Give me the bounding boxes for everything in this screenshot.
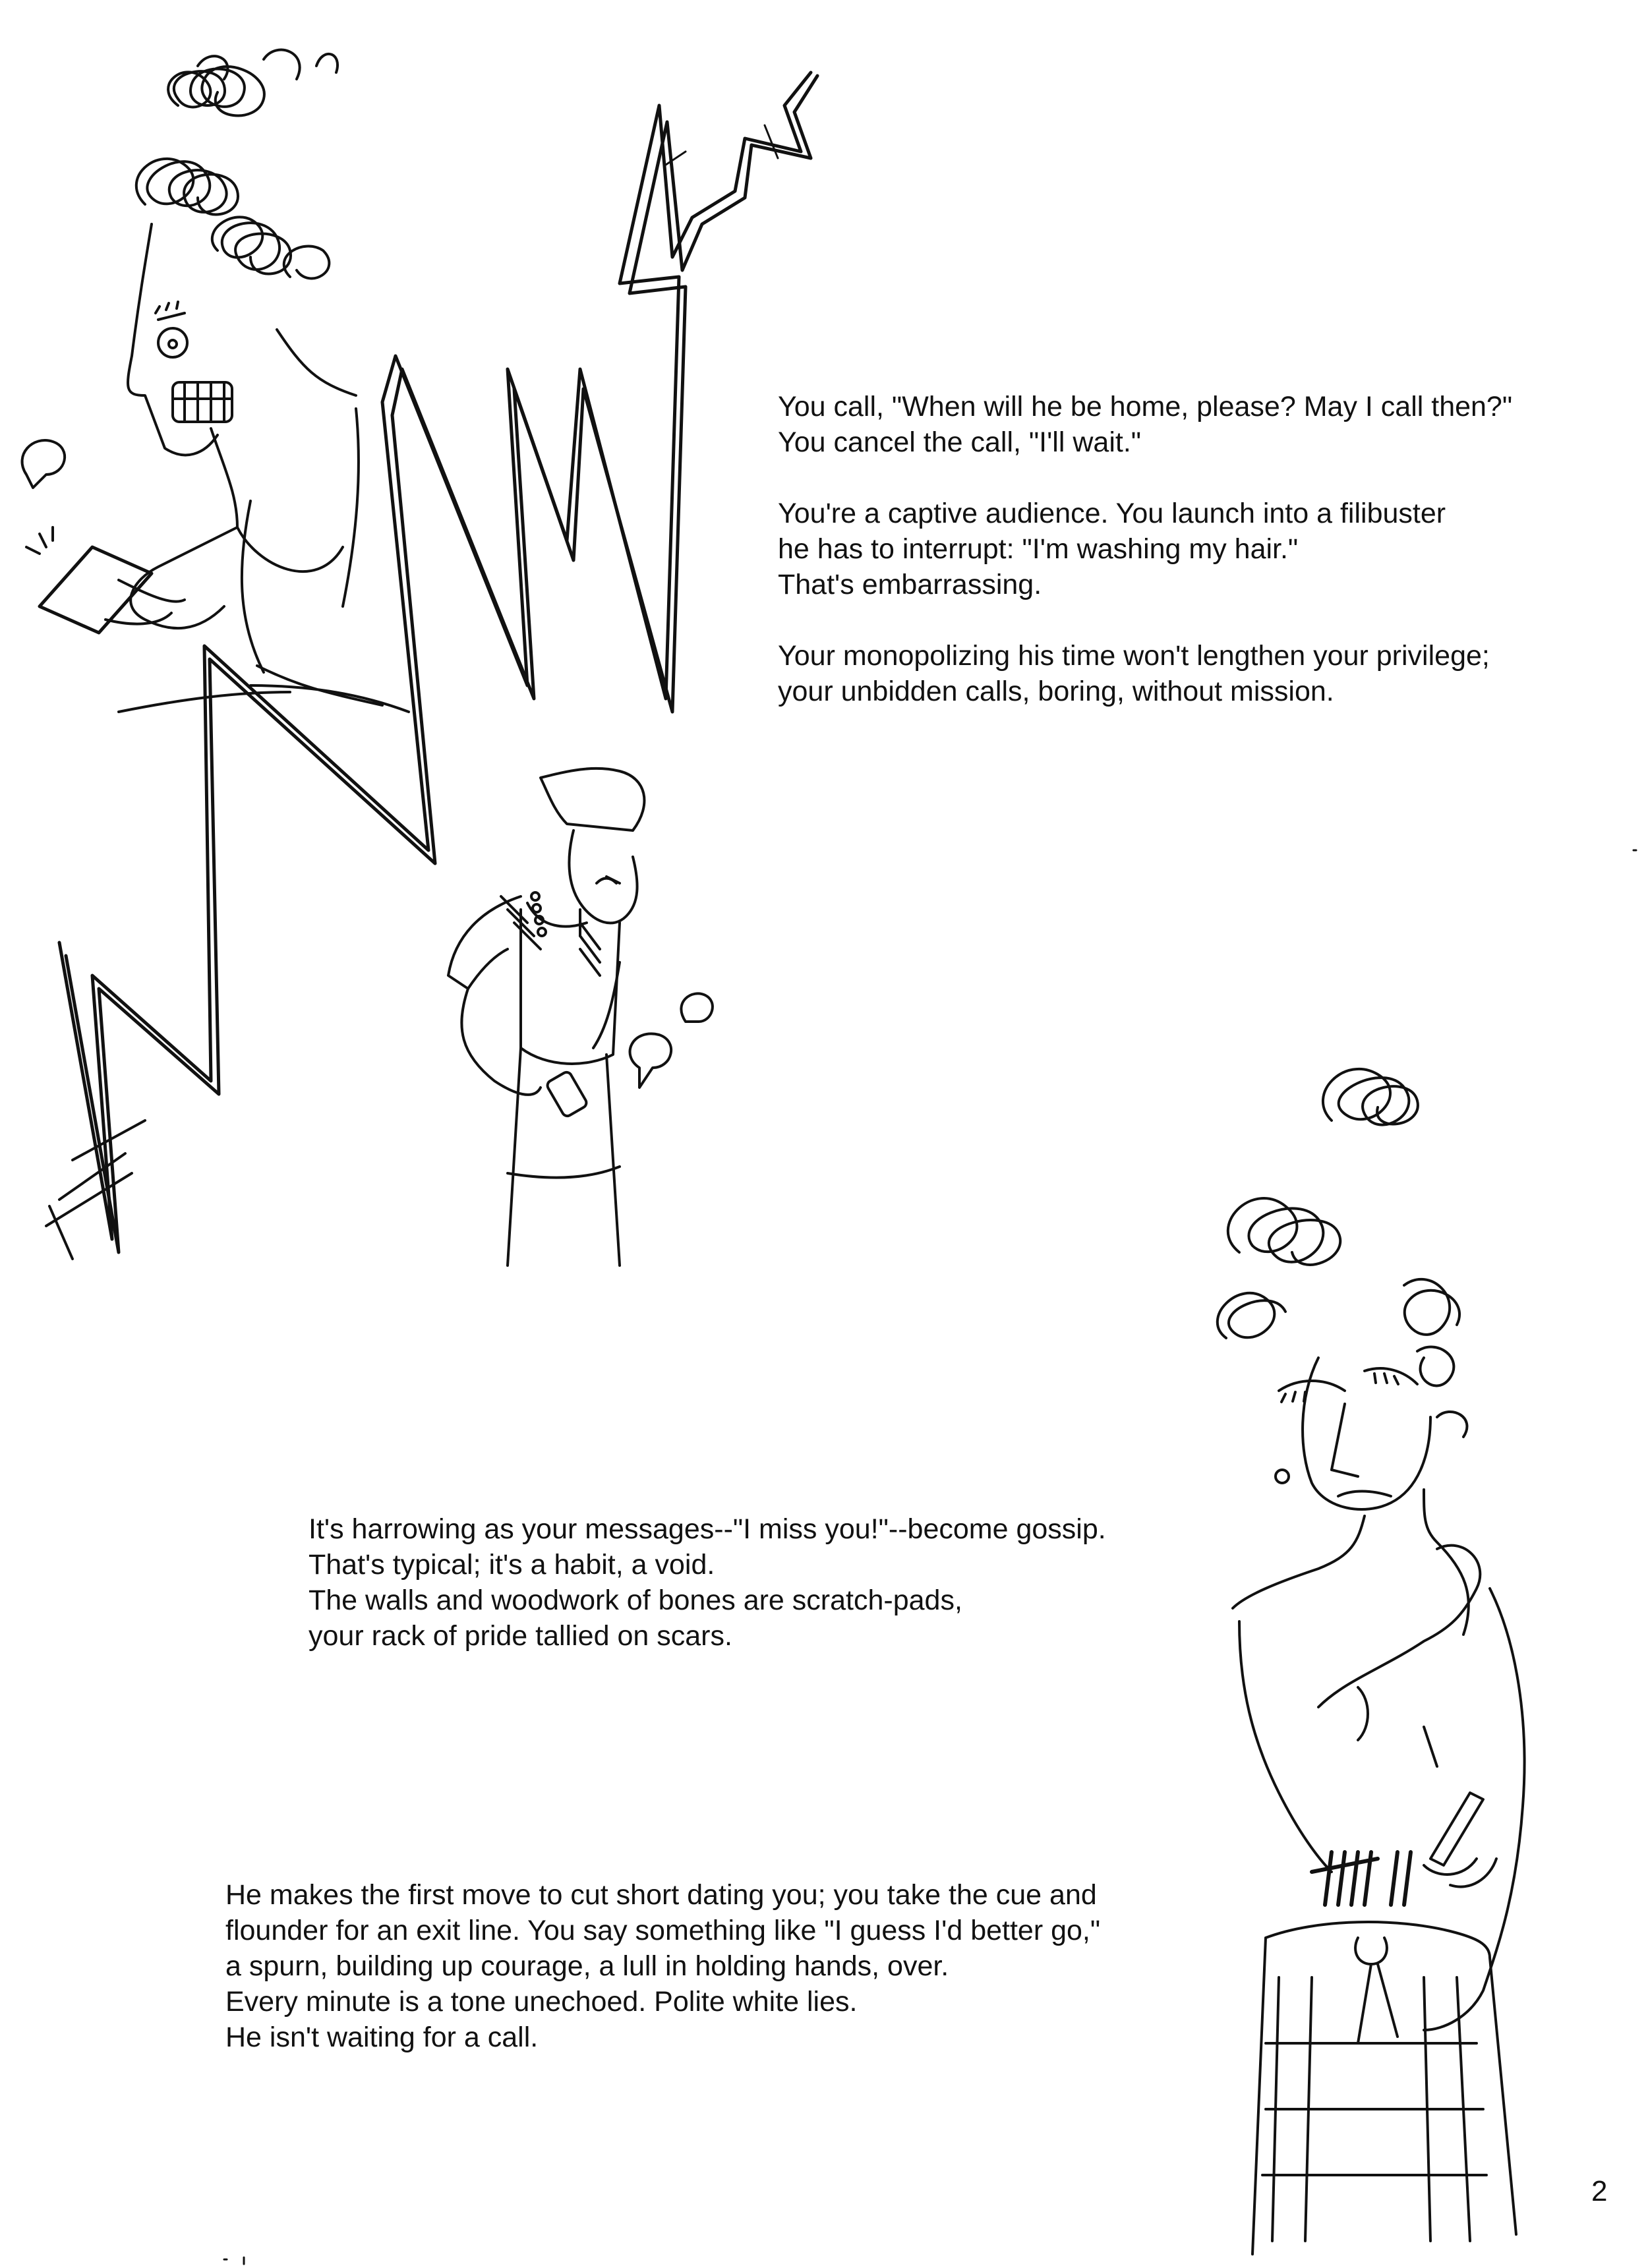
text-line: he has to interrupt: "I'm washing my hair.": [778, 533, 1299, 565]
lightning-zigzag: [46, 73, 817, 1259]
young-man-with-phone: [448, 769, 713, 1265]
text-line: Your monopolizing his time won't lengthen your privilege;: [778, 640, 1490, 672]
text-line: You're a captive audience. You launch into a filibuster: [778, 498, 1446, 529]
text-block-first-move: [225, 1877, 1100, 2055]
text-block-harrowing-messages: [309, 1511, 1106, 1654]
text-line: a spurn, building up courage, a lull in holding hands, over.: [225, 1950, 949, 1982]
text-line: your rack of pride tallied on scars.: [309, 1620, 732, 1652]
text-line: Every minute is a tone unechoed. Polite white lies.: [225, 1986, 858, 2018]
text-line: your unbidden calls, boring, without mission.: [778, 676, 1334, 707]
text-block-opening-call: [778, 389, 1512, 709]
text-line: The walls and woodwork of bones are scratch-pads,: [309, 1585, 962, 1616]
text-line: He isn't waiting for a call.: [225, 2021, 539, 2053]
text-line: flounder for an exit line. You say something like "I guess I'd better go,": [225, 1915, 1101, 1946]
woman-tallying-scars: [1218, 1069, 1525, 2254]
woman-with-tablet: [22, 50, 409, 712]
text-line: You cancel the call, "I'll wait.": [778, 426, 1142, 458]
text-line: You call, "When will he be home, please? May I call then?": [778, 391, 1513, 422]
text-line: He makes the first move to cut short dating you; you take the cue and: [225, 1879, 1097, 1911]
text-line: It's harrowing as your messages--"I miss you!"--become gossip.: [309, 1513, 1106, 1545]
text-line: That's typical; it's a habit, a void.: [309, 1549, 715, 1581]
text-line: That's embarrassing.: [778, 569, 1042, 600]
page-number: 2: [1591, 2175, 1608, 2207]
